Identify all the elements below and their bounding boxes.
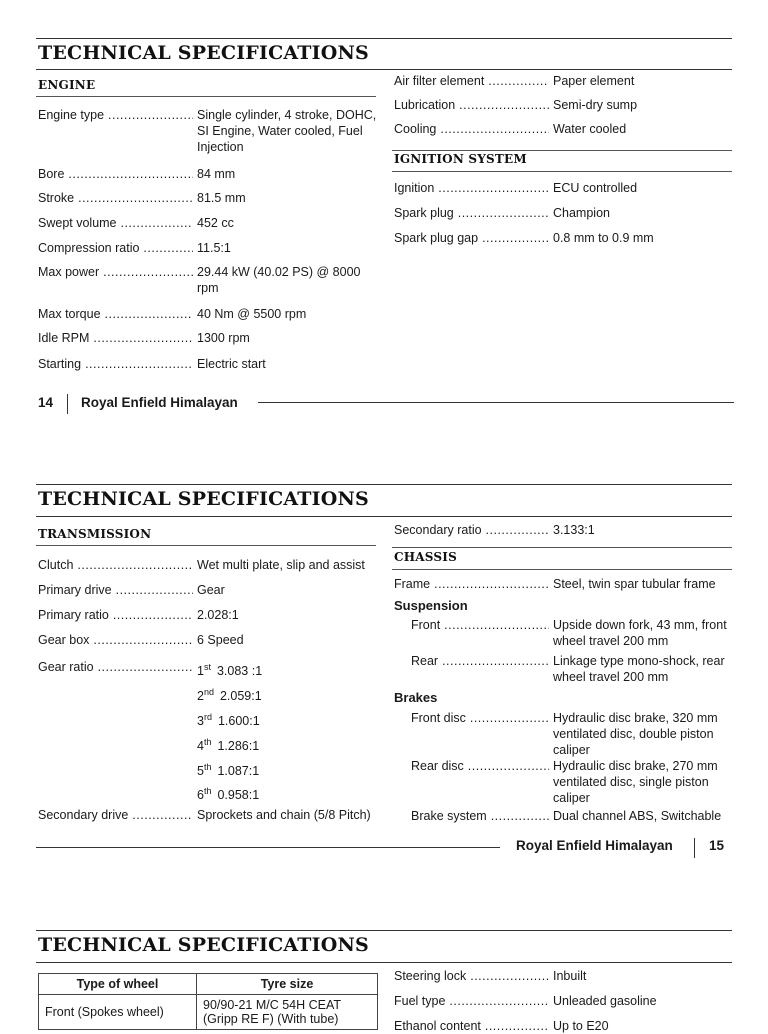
spec-label: Bore ..... (38, 166, 193, 182)
spec-value: 6 Speed (197, 633, 244, 647)
spec-label: Lubrication ..... (394, 97, 549, 113)
footer-rule (36, 847, 500, 848)
spec-label: Clutch ..... (38, 557, 193, 573)
gear-number: 5 (197, 764, 204, 779)
spec-value: Electric start (197, 357, 266, 371)
gear-ratio-value: 1.087:1 (217, 764, 260, 779)
gear-ordinal: rd (203, 712, 212, 722)
spec-label: Engine type ..... (38, 107, 193, 123)
spec-value: Linkage type mono-shock, rear wheel travel 200 mm (553, 654, 725, 684)
gear-ratio-value: 3.083 :1 (216, 664, 263, 679)
spec-value: Hydraulic disc brake, 270 mm ventilated disc, single piston caliper (553, 759, 718, 805)
spec-label: Rear disc ..... (411, 758, 549, 774)
spec-value: Sprockets and chain (5/8 Pitch) (197, 808, 371, 822)
spec-label: Secondary ratio ..... (394, 522, 549, 538)
top-rule (36, 38, 732, 39)
title-rule (36, 516, 732, 517)
engine-heading: ENGINE (38, 78, 96, 92)
footer-divider (67, 394, 68, 414)
section-rule (392, 150, 732, 151)
spec-label: Starting ..... (38, 356, 193, 372)
spec-label: Rear ..... (411, 653, 549, 669)
page-number: 14 (38, 395, 54, 410)
gear-number: 6 (197, 788, 204, 803)
spec-value: 3.133:1 (553, 523, 595, 537)
spec-value: 29.44 kW (40.02 PS) @ 8000 rpm (197, 265, 361, 295)
section-rule (36, 96, 376, 97)
spec-value: 84 mm (197, 167, 236, 181)
gear-ratio-value: 1.286:1 (217, 739, 260, 754)
spec-label: Brake system ..... (411, 808, 549, 824)
spec-label: Steering lock ..... (394, 968, 549, 984)
spec-label: Stroke ..... (38, 190, 193, 206)
spec-value: Semi-dry sump (553, 98, 638, 112)
gear-number: 4 (197, 739, 204, 754)
gear-ratio-value: 1.600:1 (217, 714, 260, 729)
spec-value: 452 cc (197, 216, 234, 230)
spec-label: Ignition ..... (394, 180, 549, 196)
spec-value: ECU controlled (553, 181, 638, 195)
spec-value: Paper element (553, 74, 635, 88)
title-rule (36, 69, 732, 70)
table-header: Type of wheel (39, 974, 197, 995)
top-rule (36, 484, 732, 485)
spec-label: Fuel type ..... (394, 993, 549, 1009)
spec-label: Secondary drive ..... (38, 807, 193, 823)
table-cell: 90/90-21 M/C 54H CEAT (Gripp RE F) (With tube) (197, 995, 378, 1030)
footer-title: Royal Enfield Himalayan (81, 395, 238, 410)
spec-label: Spark plug gap ..... (394, 230, 549, 246)
spec-value: Hydraulic disc brake, 320 mm ventilated disc, double piston caliper (553, 711, 718, 757)
spec-value: Wet multi plate, slip and assist (197, 558, 365, 572)
gear-ordinal: th (203, 762, 212, 772)
spec-label: Idle RPM ..... (38, 330, 193, 346)
spec-label: Ethanol content ..... (394, 1018, 549, 1034)
spec-label: Front ..... (411, 617, 549, 633)
gear-ordinal: st (203, 662, 211, 672)
title-rule (36, 962, 732, 963)
spec-value: Inbuilt (553, 969, 587, 983)
gear-ratio-item (197, 734, 259, 754)
spec-label: Front disc ..... (411, 710, 549, 726)
footer-rule (258, 402, 734, 403)
spec-value: Steel, twin spar tubular frame (553, 577, 716, 591)
gear-ratio-item (197, 709, 260, 729)
gear-ordinal: nd (203, 687, 214, 697)
gear-ratio-item (197, 684, 262, 704)
footer-title: Royal Enfield Himalayan (516, 838, 673, 853)
gear-ratio-value: 2.059:1 (219, 689, 262, 704)
page-title: TECHNICAL SPECIFICATIONS (38, 488, 369, 510)
gear-ordinal: th (203, 737, 212, 747)
spec-value: 0.8 mm to 0.9 mm (553, 231, 654, 245)
spec-label: Primary drive ..... (38, 582, 193, 598)
spec-value: Water cooled (553, 122, 627, 136)
tyre-table (38, 973, 378, 1030)
gear-number: 3 (197, 714, 204, 729)
transmission-heading: TRANSMISSION (38, 527, 152, 541)
spec-label: Gear ratio ..... (38, 659, 193, 675)
spec-label: Max power ..... (38, 264, 193, 280)
spec-value: 81.5 mm (197, 191, 246, 205)
page-number: 15 (709, 838, 725, 853)
ignition-heading: IGNITION SYSTEM (394, 152, 527, 166)
spec-value: 1300 rpm (197, 331, 250, 345)
gear-ratio-value: 0.958:1 (217, 788, 260, 803)
brakes-heading: Brakes (394, 690, 438, 705)
spec-value: Unleaded gasoline (553, 994, 657, 1008)
spec-value: Up to E20 (553, 1019, 609, 1033)
table-row (39, 995, 378, 1030)
page-title: TECHNICAL SPECIFICATIONS (38, 42, 369, 64)
spec-label: Gear box ..... (38, 632, 193, 648)
suspension-heading: Suspension (394, 598, 468, 613)
spec-label: Frame ..... (394, 576, 549, 592)
footer-divider (694, 838, 695, 858)
gear-ordinal: th (203, 786, 212, 796)
top-rule (36, 930, 732, 931)
gear-ratio-item (197, 759, 259, 779)
section-rule (36, 545, 376, 546)
gear-number: 1 (197, 664, 204, 679)
table-header: Tyre size (197, 974, 378, 995)
spec-label: Primary ratio ..... (38, 607, 193, 623)
spec-value: Single cylinder, 4 stroke, DOHC, SI Engine, Water cooled, Fuel Injection (197, 108, 377, 154)
section-rule (392, 569, 732, 570)
spec-value: 11.5:1 (197, 241, 231, 255)
page-title: TECHNICAL SPECIFICATIONS (38, 934, 369, 956)
spec-label: Compression ratio ..... (38, 240, 193, 256)
gear-ratio-item (197, 659, 262, 679)
spec-value: Dual channel ABS, Switchable (553, 809, 722, 823)
spec-value: 2.028:1 (197, 608, 239, 622)
gear-ratio-item (197, 783, 259, 803)
spec-label: Swept volume ..... (38, 215, 193, 231)
spec-value: Gear (197, 583, 225, 597)
table-cell: Front (Spokes wheel) (39, 995, 197, 1030)
spec-value: Upside down fork, 43 mm, front wheel travel 200 mm (553, 618, 727, 648)
spec-value: 40 Nm @ 5500 rpm (197, 307, 307, 321)
gear-number: 2 (197, 689, 204, 704)
chassis-heading: CHASSIS (394, 550, 457, 564)
spec-label: Air filter element ..... (394, 73, 549, 89)
section-rule (392, 547, 732, 548)
spec-value: Champion (553, 206, 610, 220)
section-rule (392, 171, 732, 172)
spec-label: Spark plug ..... (394, 205, 549, 221)
spec-label: Max torque ..... (38, 306, 193, 322)
spec-label: Cooling ..... (394, 121, 549, 137)
